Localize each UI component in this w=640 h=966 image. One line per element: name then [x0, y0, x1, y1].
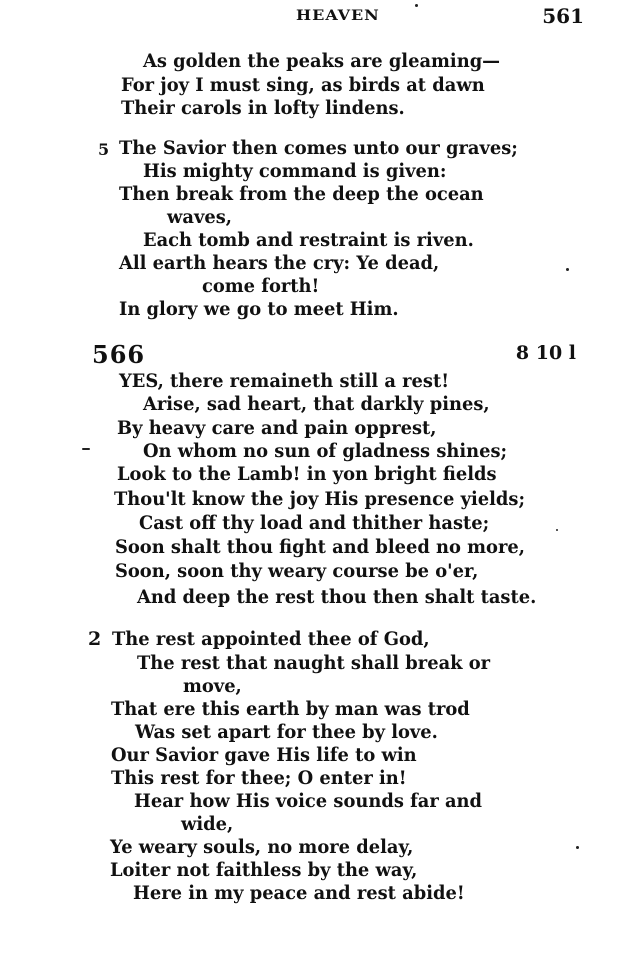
verse-line: In glory we go to meet Him. [119, 298, 399, 320]
verse-line: By heavy care and pain opprest, [117, 417, 437, 439]
stanza-number: 2 [88, 628, 102, 650]
verse-line: That ere this earth by man was trod [111, 698, 470, 720]
verse-line: Ye weary souls, no more delay, [110, 836, 414, 858]
verse-line: His mighty command is given: [143, 160, 447, 182]
verse-line: Look to the Lamb! in yon bright fields [117, 463, 497, 485]
verse-line: The rest that naught shall break or [137, 652, 491, 674]
verse-line: This rest for thee; O enter in! [111, 767, 407, 789]
verse-line: Cast off thy load and thither haste; [139, 512, 490, 534]
verse-line: The rest appointed thee of God, [112, 628, 430, 650]
section-title: HEAVEN [296, 7, 380, 24]
verse-line: YES, there remaineth still a rest! [119, 370, 450, 392]
verse-line: Soon, soon thy weary course be o'er, [115, 560, 479, 582]
verse-line: wide, [181, 813, 234, 835]
verse-line: All earth hears the cry: Ye dead, [119, 252, 440, 274]
verse-line: Arise, sad heart, that darkly pines, [143, 393, 490, 415]
verse-line: waves, [167, 206, 232, 228]
ink-speck [82, 448, 90, 450]
verse-line: The Savior then comes unto our graves; [119, 137, 518, 159]
verse-line: Thou'lt know the joy His presence yields; [114, 488, 526, 510]
verse-line: come forth! [202, 275, 320, 297]
page-number: 561 [542, 4, 584, 28]
verse-line: For joy I must sing, as birds at dawn [121, 74, 485, 96]
verse-line: Loiter not faithless by the way, [110, 859, 418, 881]
stanza-number: 5 [98, 140, 110, 159]
verse-line: Soon shalt thou fight and bleed no more, [115, 536, 525, 558]
verse-line: Their carols in lofty lindens. [121, 97, 405, 119]
verse-line: Our Savior gave His life to win [111, 744, 417, 766]
verse-line: Here in my peace and rest abide! [133, 882, 465, 904]
verse-line: On whom no sun of gladness shines; [143, 440, 508, 462]
verse-line: move, [183, 675, 242, 697]
running-head [0, 4, 640, 32]
verse-line: And deep the rest thou then shalt taste. [137, 586, 537, 608]
verse-line: Hear how His voice sounds far and [134, 790, 483, 812]
verse-line: Each tomb and restraint is riven. [143, 229, 474, 251]
verse-line: As golden the peaks are gleaming— [143, 50, 501, 72]
hymn-meter: 8 10 l [515, 342, 576, 364]
verse-line: Was set apart for thee by love. [135, 721, 438, 743]
hymn-number: 566 [92, 340, 146, 369]
ink-speck [576, 846, 579, 849]
ink-speck [415, 4, 418, 7]
verse-line: Then break from the deep the ocean [119, 183, 484, 205]
ink-speck [566, 268, 569, 271]
ink-speck [556, 529, 558, 531]
